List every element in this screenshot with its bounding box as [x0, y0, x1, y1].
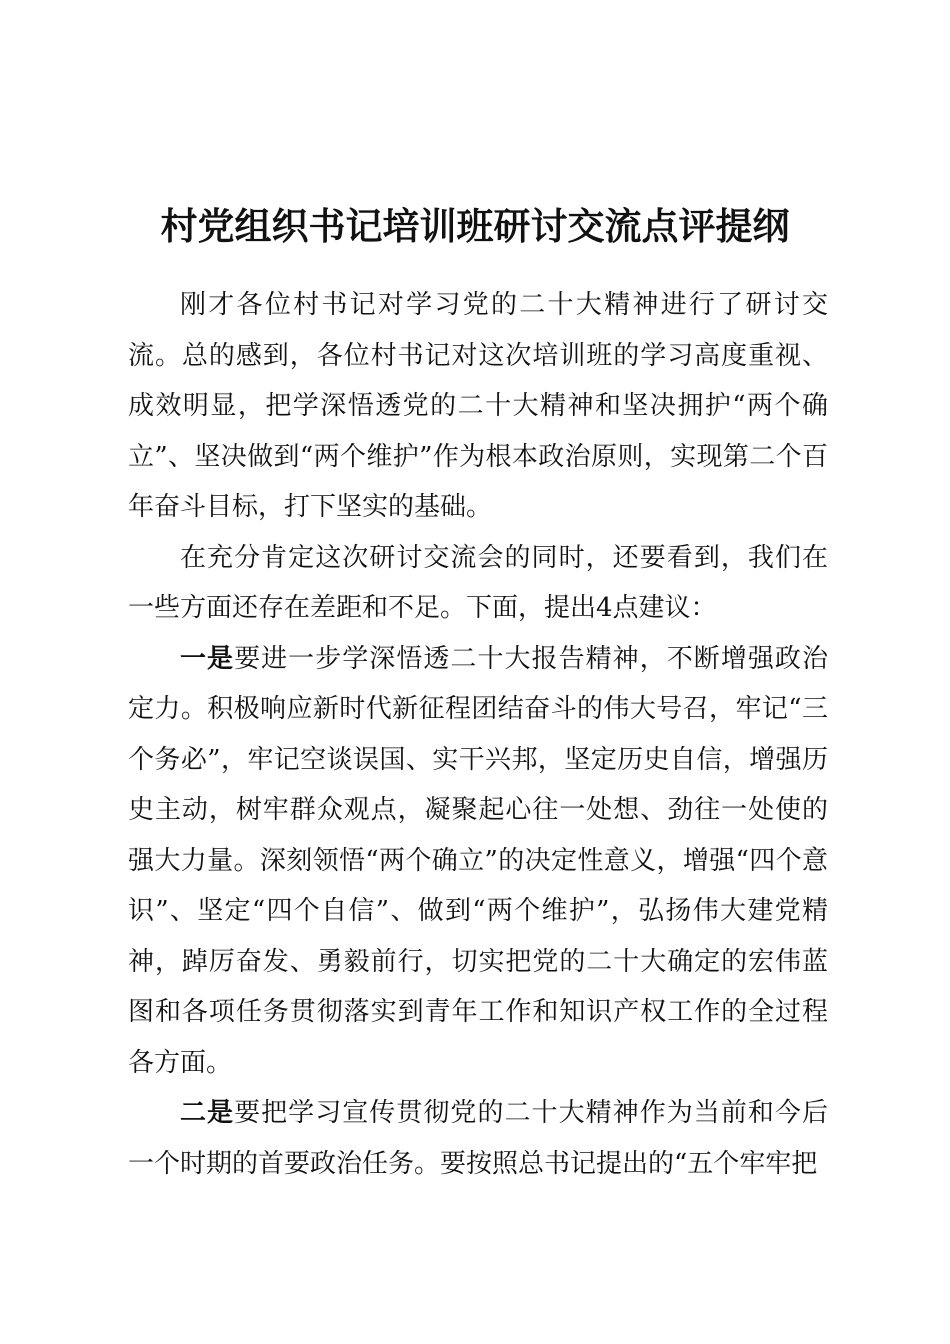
- paragraph-2: [128, 533, 828, 634]
- paragraph-lead: 二是: [180, 1098, 235, 1128]
- paragraph-text: 要把学习宣传贯彻党的二十大精神作为当前和今后一个时期的首要政治任务。要按照总书记提出的“五个牢牢把: [128, 1098, 828, 1179]
- paragraph-4: [128, 1088, 828, 1189]
- paragraph-text: 刚才各位村书记对学习党的二十大精神进行了研讨交流。总的感到，各位村书记对这次培训班的学习高度重视、成效明显，把学深悟透党的二十大精神和坚决拥护“两个确立”、坚决做到“两个维护”作为根本政治原则，实现第二个百年奋斗目标，打下坚实的基础。: [128, 290, 828, 522]
- paragraph-text: 要进一步学深悟透二十大报告精神，不断增强政治定力。积极响应新时代新征程团结奋斗的伟大号召，牢记“三个务必”，牢记空谈误国、实干兴邦，坚定历史自信，增强历史主动，树牢群众观点，凝聚起心往一处想、劲往一处使的强大力量。深刻领悟“两个确立”的决定性意义，增强“四个意识”、坚定“四个自信”、做到“两个维护”，弘扬伟大建党精神，踔厉奋发、勇毅前行，切实把党的二十大确定的宏伟蓝图和各项任务贯彻落实到青年工作和知识产权工作的全过程各方面。: [128, 643, 828, 1078]
- paragraph-lead: 一是: [180, 643, 235, 674]
- document-body: [128, 280, 828, 1189]
- paragraph-1: [128, 280, 828, 533]
- paragraph-text: 在充分肯定这次研讨交流会的同时，还要看到，我们在一些方面还存在差距和不足。下面，提出4点建议：: [128, 542, 828, 623]
- document-title: 村党组织书记培训班研讨交流点评提纲: [160, 205, 790, 248]
- paragraph-3: [128, 634, 828, 1089]
